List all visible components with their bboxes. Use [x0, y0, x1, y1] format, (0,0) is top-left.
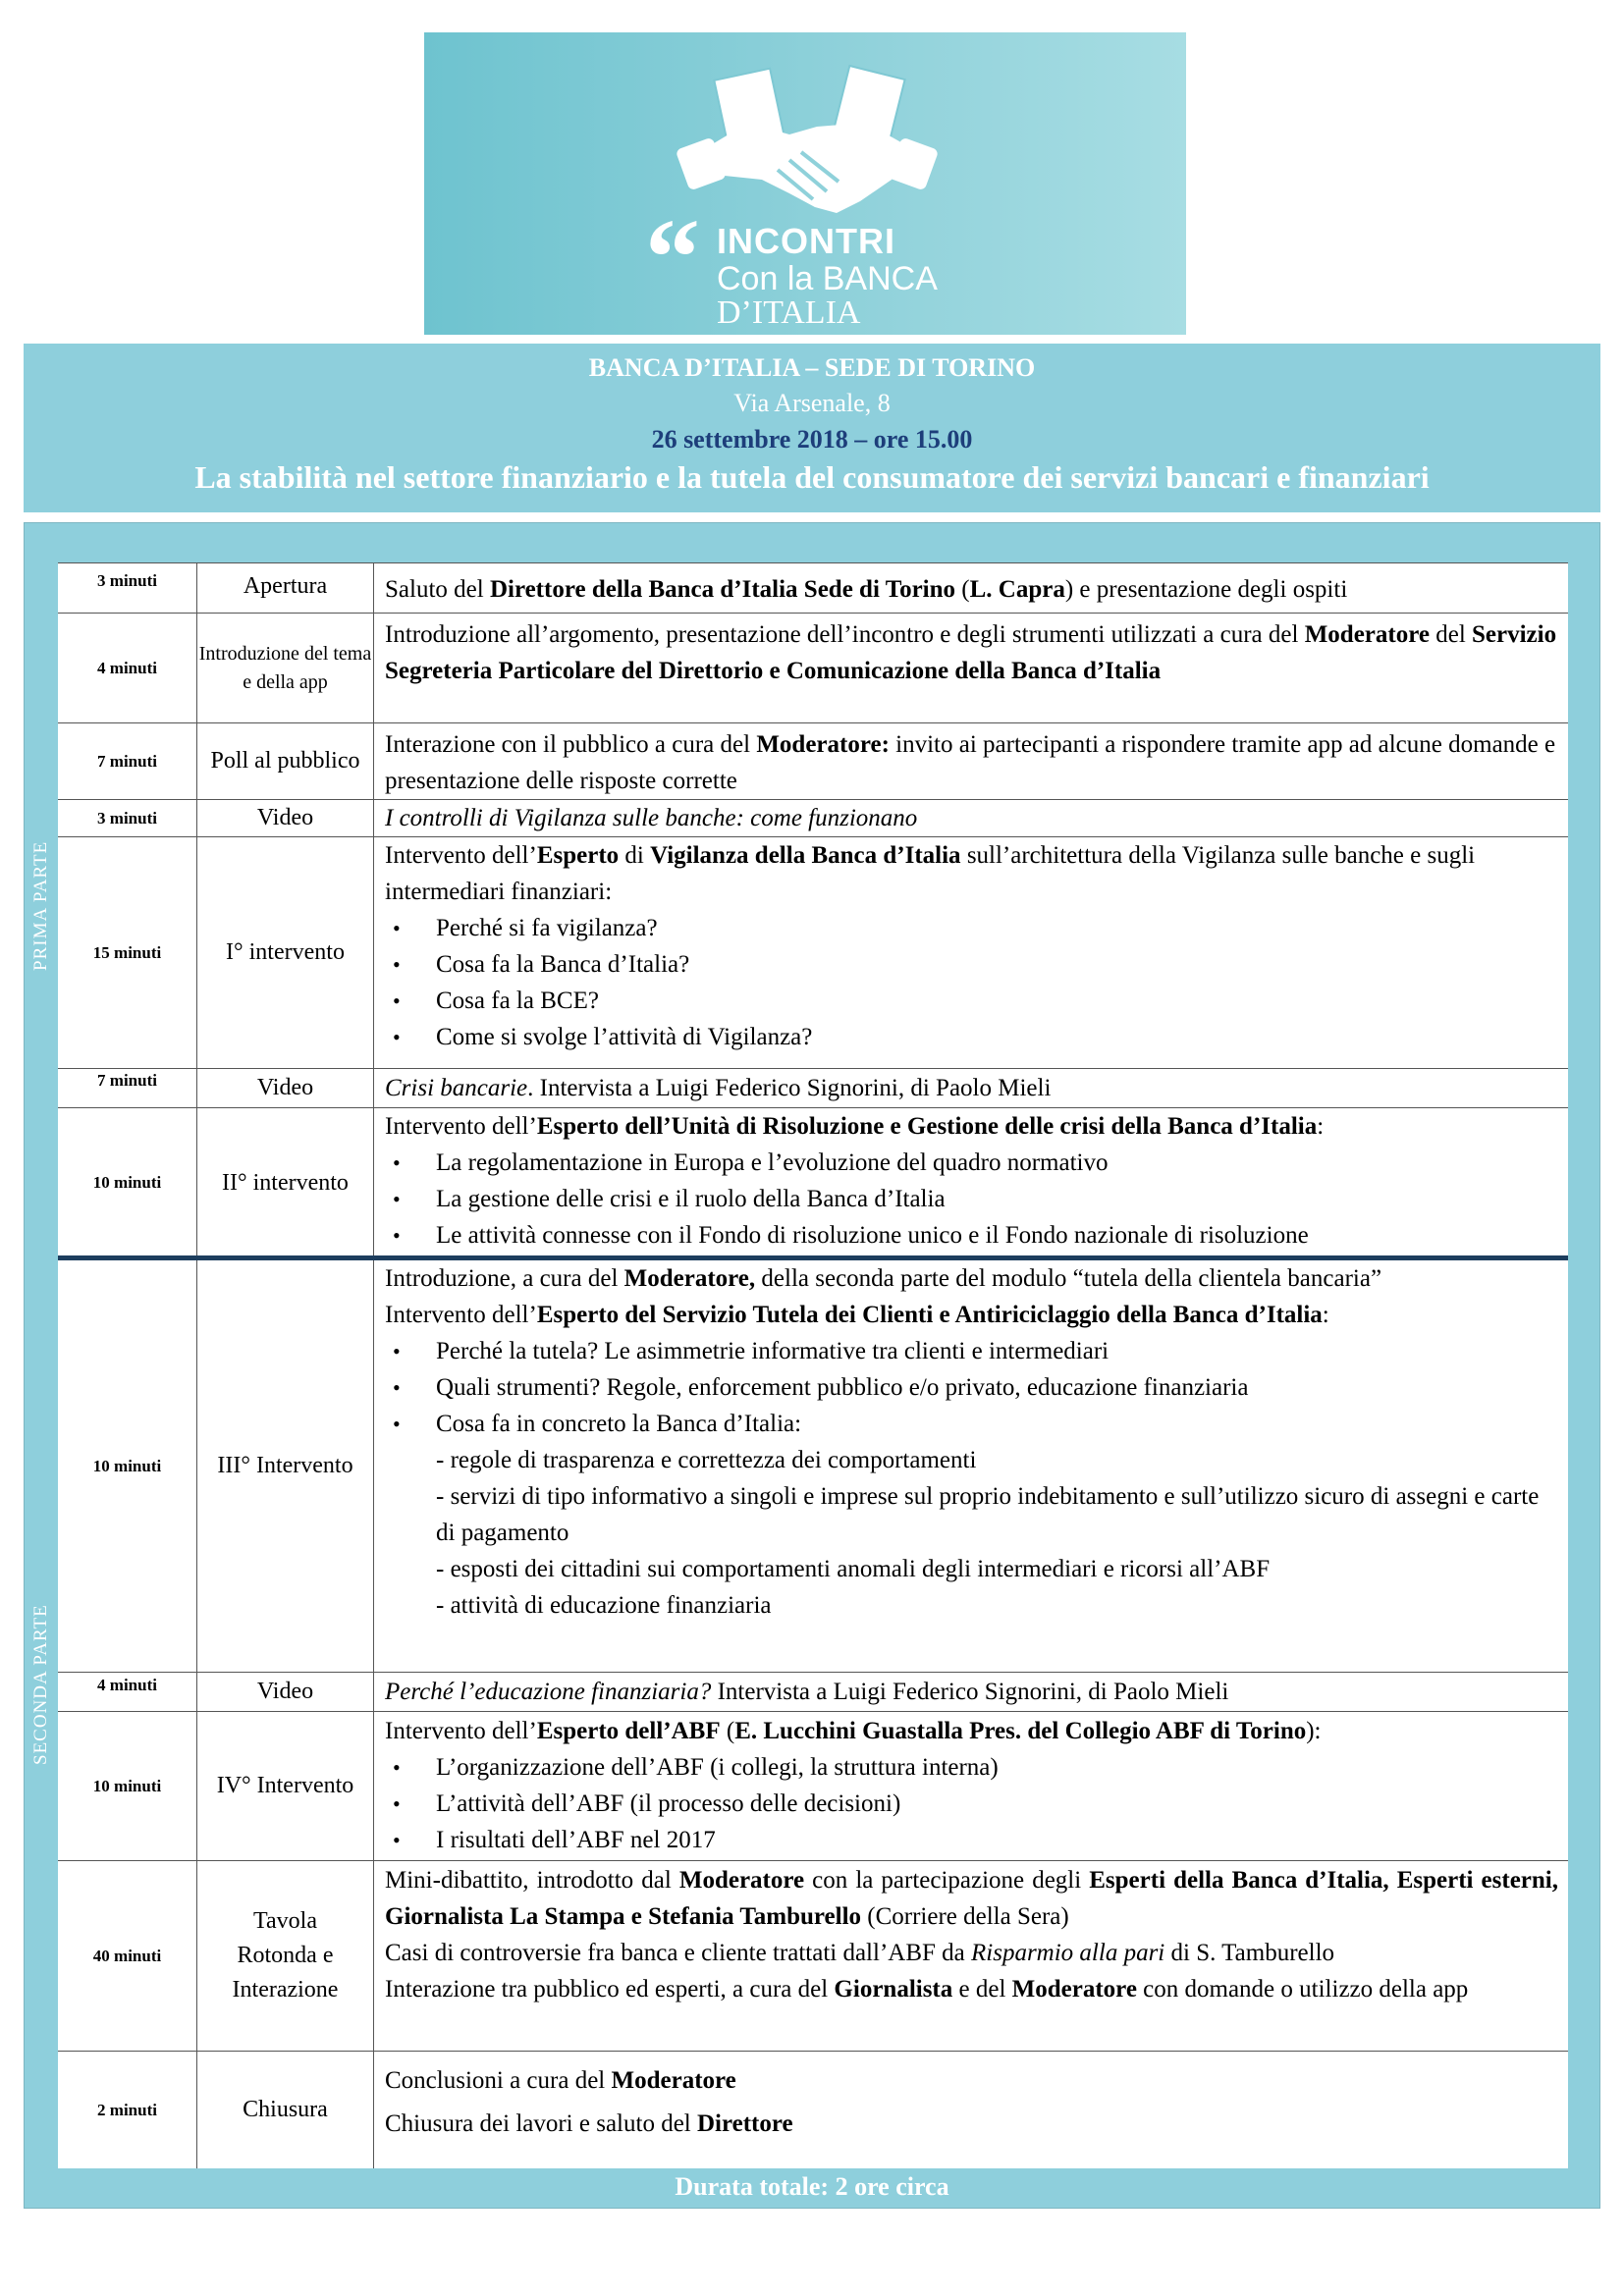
event-header [24, 344, 1600, 512]
list-item: • Perché si fa vigilanza? [385, 910, 1558, 946]
sub-item: - esposti dei cittadini sui comportamenti anomali degli intermediari e ricorsi all’ABF [436, 1556, 1271, 1582]
event-title: La stabilità nel settore finanziario e la tutela del consumatore dei servizi bancari e finanziari [194, 459, 1430, 495]
list-item: • Come si svolge l’attività di Vigilanza? [385, 1019, 1558, 1055]
part-label-second: SECONDA PARTE [30, 1604, 51, 1765]
table-row [58, 1069, 1568, 1108]
row-duration: 4 minuti [58, 614, 197, 722]
program-grid [58, 562, 1568, 2168]
row-type: III° Intervento [197, 1260, 374, 1672]
row-description: Saluto del Direttore della Banca d’Italia Sede di Torino (L. Capra) e presentazione degli ospiti [385, 576, 1348, 603]
list-item: • Quali strumenti? Regole, enforcement pubblico e/o privato, educazione finanziaria [385, 1369, 1558, 1406]
row-duration: 4 minuti [58, 1673, 197, 1711]
table-row [58, 614, 1568, 723]
row-type: Introduzione del tema e della app [197, 614, 374, 722]
row-description: Intervento dell’Esperto di Vigilanza della Banca d’Italia sull’architettura della Vigilanza sulle banche e sugli intermediari finanziari: • Perché si fa vigilanza? • Cosa fa la Banca d’Italia? • Cosa fa la BCE? • Come si svolge l’attività di Vigilanza? [374, 837, 1568, 1068]
row-type: Apertura [197, 563, 374, 613]
row-duration: 40 minuti [58, 1861, 197, 2051]
logo-text-banca: Con la BANCA [717, 260, 938, 297]
table-row [58, 2052, 1568, 2168]
event-datetime: 26 settembre 2018 – ore 15.00 [651, 425, 973, 454]
row-type: Video [197, 1069, 374, 1107]
row-description: Perché l’educazione finanziaria? Intervista a Luigi Federico Signorini, di Paolo Mieli [385, 1679, 1229, 1705]
row-type: I° intervento [197, 837, 374, 1068]
row-description: I controlli di Vigilanza sulle banche: come funzionano [385, 805, 918, 831]
row-type: Tavola Rotonda e Interazione [197, 1861, 374, 2051]
row-type: Video [197, 800, 374, 836]
list-item: • Cosa fa la BCE? [385, 983, 1558, 1019]
table-row [58, 1673, 1568, 1712]
row-description: Intervento dell’Esperto dell’Unità di Risoluzione e Gestione delle crisi della Banca d’Italia: • La regolamentazione in Europa e l’evoluzione del quadro normativo • La gestione delle crisi e il ruolo della Banca d’Italia • Le attività connesse con il Fondo di risoluzione unico e il Fondo nazionale di risoluzione [374, 1108, 1568, 1257]
table-row [58, 1712, 1568, 1861]
row-duration: 3 minuti [58, 800, 197, 836]
list-item: • Perché la tutela? Le asimmetrie informative tra clienti e intermediari [385, 1333, 1558, 1369]
total-duration: Durata totale: 2 ore circa [675, 2172, 949, 2201]
list-item: • Le attività connesse con il Fondo di risoluzione unico e il Fondo nazionale di risoluzione [385, 1217, 1558, 1254]
sub-item: - regole di trasparenza e correttezza dei comportamenti [436, 1447, 977, 1473]
table-row [58, 1108, 1568, 1257]
list-item: • L’organizzazione dell’ABF (i collegi, la struttura interna) [385, 1749, 1558, 1786]
table-row [58, 1260, 1568, 1673]
event-logo [424, 32, 1186, 335]
row-duration: 15 minuti [58, 837, 197, 1068]
row-description: Conclusioni a cura del Moderatore Chiusura dei lavori e saluto del Direttore [385, 2067, 793, 2137]
row-description: Introduzione all’argomento, presentazione dell’incontro e degli strumenti utilizzati a cura del Moderatore del Servizio Segreteria Particolare del Direttorio e Comunicazione della Banca d’Italia [385, 621, 1557, 684]
row-type: Video [197, 1673, 374, 1711]
row-description: Intervento dell’Esperto dell’ABF (E. Lucchini Guastalla Pres. del Collegio ABF di Torino): • L’organizzazione dell’ABF (i collegi, la struttura interna) • L’attività dell’ABF (il processo delle decisioni) • I risultati dell’ABF nel 2017 [374, 1712, 1568, 1860]
row-duration: 7 minuti [58, 1069, 197, 1107]
row-type: Chiusura [197, 2052, 374, 2168]
sub-item: - servizi di tipo informativo a singoli e imprese sul proprio indebitamento e sull’utilizzo sicuro di assegni e carte di pagamento [436, 1483, 1540, 1546]
sub-item: - attività di educazione finanziaria [436, 1592, 772, 1619]
part-label-first: PRIMA PARTE [30, 840, 51, 971]
table-row [58, 837, 1568, 1069]
list-item: • I risultati dell’ABF nel 2017 [385, 1822, 1558, 1858]
venue: BANCA D’ITALIA – SEDE DI TORINO [588, 353, 1036, 382]
quote-mark: “ [645, 197, 700, 319]
row-duration: 7 minuti [58, 723, 197, 799]
row-duration: 10 minuti [58, 1260, 197, 1672]
program-table [24, 522, 1600, 2209]
table-row [58, 562, 1568, 614]
row-type: Poll al pubblico [197, 723, 374, 799]
row-description: Crisi bancarie. Intervista a Luigi Federico Signorini, di Paolo Mieli [385, 1075, 1052, 1101]
row-duration: 10 minuti [58, 1108, 197, 1257]
list-item: • La regolamentazione in Europa e l’evoluzione del quadro normativo [385, 1145, 1558, 1181]
row-description: Mini-dibattito, introdotto dal Moderatore con la partecipazione degli Esperti della Banca d’Italia, Esperti esterni, Giornalista La Stampa e Stefania Tamburello (Corriere della Sera) Casi di controversie fra banca e cliente trattati dall’ABF da Risparmio alla pari di S. Tamburello Interazione tra pubblico ed esperti, a cura del Giornalista e del Moderatore con domande o utilizzo della app [385, 1867, 1558, 2002]
table-row [58, 800, 1568, 837]
row-duration: 3 minuti [58, 563, 197, 613]
table-row [58, 1861, 1568, 2052]
logo-text-italia: D’ITALIA [717, 294, 861, 331]
list-item: • L’attività dell’ABF (il processo delle decisioni) [385, 1786, 1558, 1822]
row-duration: 2 minuti [58, 2052, 197, 2168]
address: Via Arsenale, 8 [733, 389, 891, 417]
row-type: II° intervento [197, 1108, 374, 1257]
list-item: • Cosa fa la Banca d’Italia? [385, 946, 1558, 983]
list-item: • La gestione delle crisi e il ruolo della Banca d’Italia [385, 1181, 1558, 1217]
list-item: • Cosa fa in concreto la Banca d’Italia: [385, 1406, 1558, 1442]
row-description: Interazione con il pubblico a cura del Moderatore: invito ai partecipanti a rispondere tramite app ad alcune domande e presentazione delle risposte corrette [385, 731, 1556, 794]
table-row [58, 723, 1568, 800]
row-type: IV° Intervento [197, 1712, 374, 1860]
row-description: Introduzione, a cura del Moderatore, della seconda parte del modulo “tutela della clientela bancaria” Intervento dell’Esperto del Servizio Tutela dei Clienti e Antiriciclaggio della Banca d’Italia: • Perché la tutela? Le asimmetrie informative tra clienti e intermediari • Quali strumenti? Regole, enforcement pubblico e/o privato, educazione finanziaria • Cosa fa in concreto la Banca d’Italia: - regole di trasparenza e correttezza dei comportamenti - servizi di tipo informativo a singoli e imprese sul proprio indebitamento e sull’utilizzo sicuro di assegni e carte di pagamento - esposti dei cittadini sui comportamenti anomali degli intermediari e ricorsi all’ABF - attività di educazione finanziaria [374, 1260, 1568, 1672]
logo-text-incontri: INCONTRI [717, 221, 895, 261]
row-duration: 10 minuti [58, 1712, 197, 1860]
